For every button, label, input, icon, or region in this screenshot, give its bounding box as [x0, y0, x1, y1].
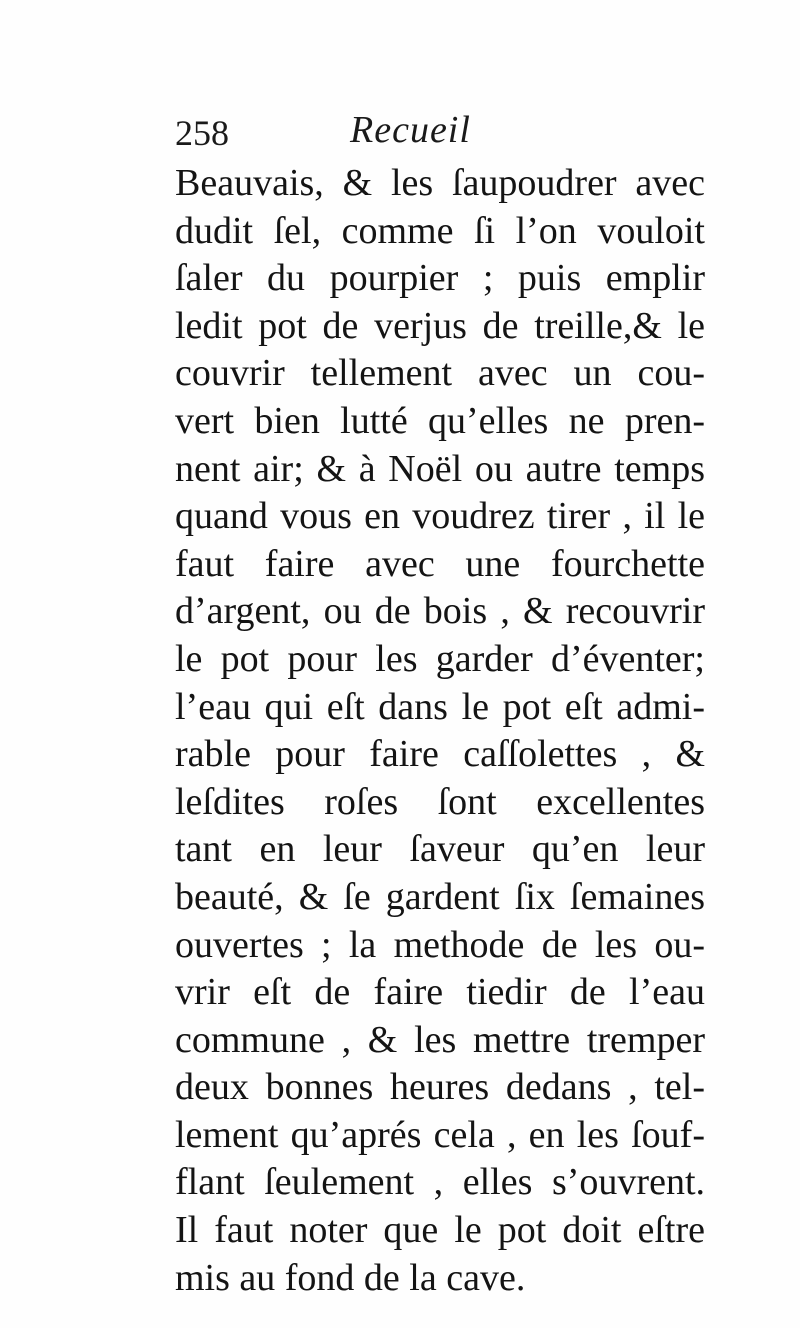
text-line: leſdites roſes ſont excellentes: [175, 780, 705, 823]
text-line: ſaler du pourpier ; puis emplir: [175, 257, 705, 300]
text-line: couvrir tellement avec un cou-: [175, 352, 705, 395]
text-line: commune , & les mettre tremper: [175, 1018, 705, 1061]
text-line: vert bien lutté qu’elles ne pren-: [175, 399, 705, 442]
text-line: lement qu’aprés cela , en les ſouf-: [175, 1113, 705, 1156]
text-line: mis au fond de la cave.: [175, 1256, 526, 1299]
body-text: [175, 160, 705, 1302]
text-line: l’eau qui eſt dans le pot eſt admi-: [175, 685, 705, 728]
text-line: ouvertes ; la methode de les ou-: [175, 923, 705, 966]
text-line: quand vous en voudrez tirer , il le: [175, 495, 705, 538]
text-line: vrir eſt de faire tiedir de l’eau: [175, 971, 705, 1014]
text-line: ledit pot de verjus de treille,& le: [175, 304, 705, 347]
text-line: rable pour faire caſſolettes , &: [175, 733, 705, 776]
text-line: dudit ſel, comme ſi l’on vouloit: [175, 209, 705, 252]
text-line: tant en leur ſaveur qu’en leur: [175, 828, 705, 871]
text-line: faut faire avec une fourchette: [175, 542, 705, 585]
text-line: d’argent, ou de bois , & recouvrir: [175, 590, 705, 633]
page-number: 258: [175, 113, 229, 153]
text-line: deux bonnes heures dedans , tel-: [175, 1066, 705, 1109]
text-line: Beauvais, & les ſaupoudrer avec: [175, 162, 705, 204]
text-line: nent air; & à Noël ou autre temps: [175, 447, 705, 490]
text-line: beauté, & ſe gardent ſix ſemaines: [175, 875, 705, 918]
page-header: [175, 108, 695, 158]
text-line: Il faut noter que le pot doit eſtre: [175, 1209, 705, 1252]
text-line: flant ſeulement , elles s’ouvrent.: [175, 1161, 705, 1204]
text-line: le pot pour les garder d’éventer;: [175, 637, 705, 680]
running-head: Recueil: [350, 109, 471, 151]
